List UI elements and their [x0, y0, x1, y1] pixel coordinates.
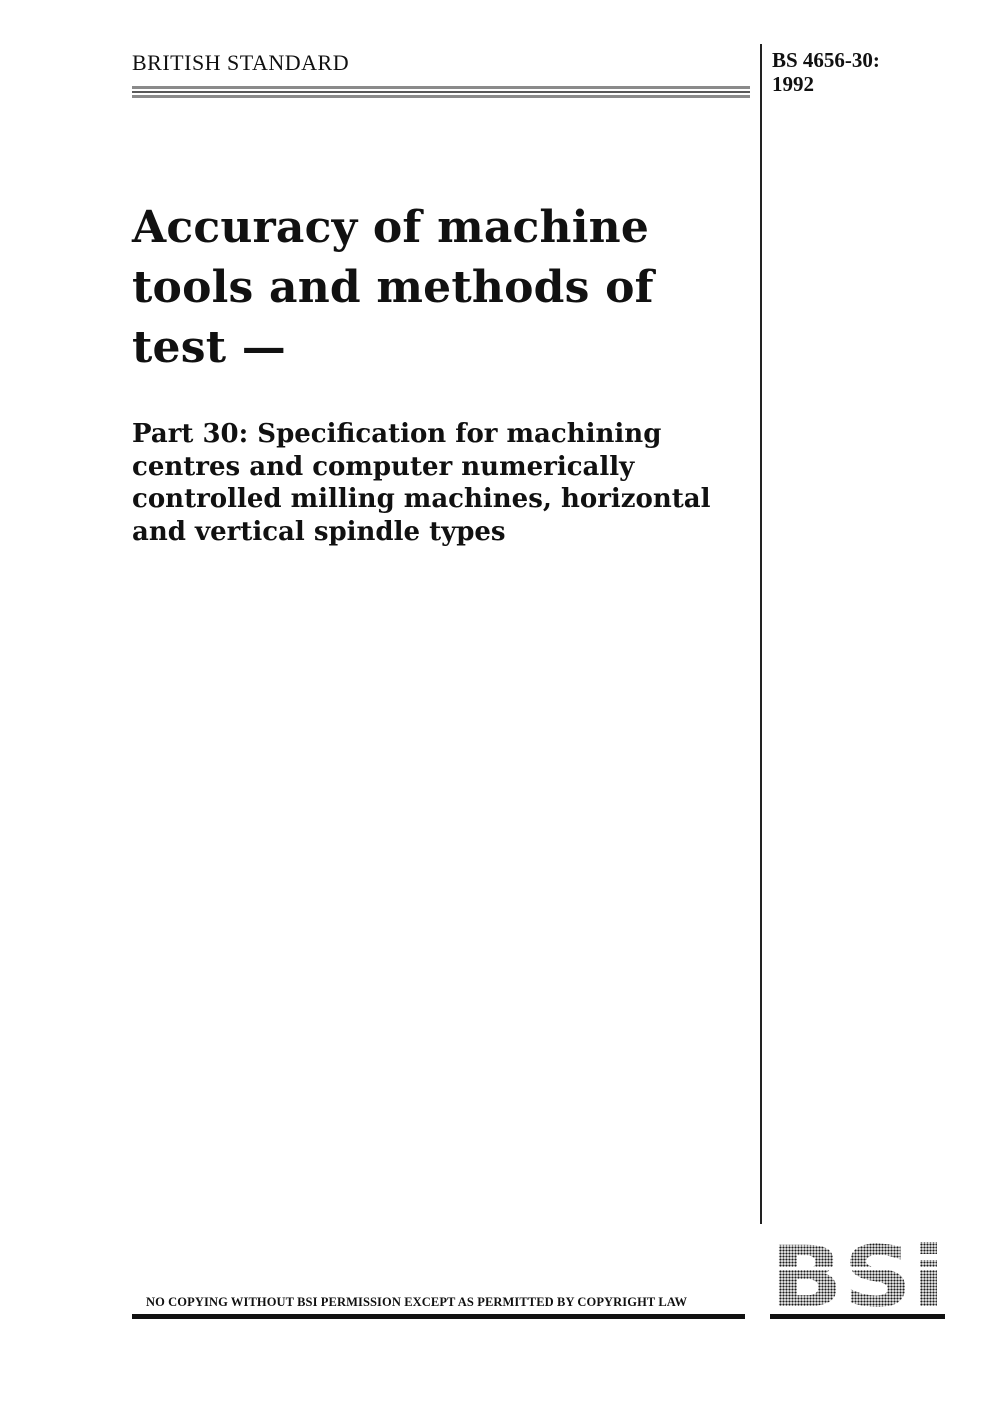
header-rule-line: [132, 91, 750, 93]
main-title: [132, 198, 732, 378]
header-rule-line: [132, 86, 750, 89]
document-number: [772, 48, 880, 96]
vertical-divider: [760, 44, 762, 1224]
logo-rule: [770, 1314, 945, 1319]
main-title-line: Accuracy of machine: [132, 202, 650, 253]
copyright-notice: NO COPYING WITHOUT BSI PERMISSION EXCEPT AS PERMITTED BY COPYRIGHT LAW: [146, 1295, 688, 1309]
part-subtitle: [132, 418, 752, 548]
header-rule: [132, 86, 750, 98]
bsi-logo: [770, 1240, 945, 1308]
document-year: 1992: [772, 72, 814, 96]
subtitle-line: controlled milling machines, horizontal: [132, 484, 711, 514]
footer-rule: [132, 1314, 745, 1319]
standard-label: BRITISH STANDARD: [132, 50, 350, 75]
document-number-line: BS 4656-30:: [772, 48, 880, 72]
header-rule-line: [132, 95, 750, 98]
main-title-line: tools and methods of: [132, 262, 654, 313]
subtitle-line: centres and computer numerically: [132, 451, 635, 482]
subtitle-line: and vertical spindle types: [132, 516, 506, 547]
subtitle-line: Part 30: Specification for machining: [132, 419, 662, 449]
main-title-line: test —: [132, 322, 286, 373]
